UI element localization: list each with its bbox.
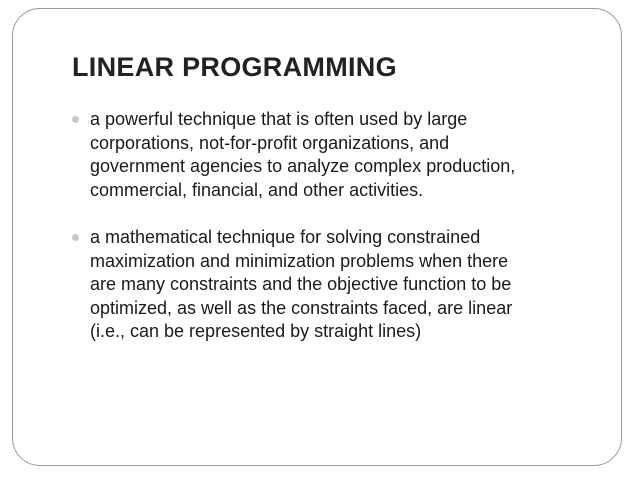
bullet-list: [72, 108, 612, 344]
bullet-line: government agencies to analyze complex production,: [90, 156, 516, 176]
bullet-line: are many constraints and the objective function to be: [90, 274, 512, 294]
slide-title: LINEAR PROGRAMMING: [72, 52, 397, 82]
bullet-item-1: [72, 108, 612, 202]
bullet-line: (i.e., can be represented by straight lines): [90, 321, 422, 341]
bullet-line: corporations, not-for-profit organizations, and: [90, 132, 450, 153]
bullet-line: commercial, financial, and other activities.: [90, 179, 424, 200]
bullet-line: optimized, as well as the constraints faced, are linear: [90, 297, 513, 318]
bullet-line: maximization and minimization problems when there: [90, 250, 509, 271]
bullet-line: a powerful technique that is often used by large: [90, 109, 468, 129]
bullet-item-2: [72, 226, 612, 344]
bullet-line: a mathematical technique for solving constrained: [90, 227, 481, 247]
bullet-dot-icon: [72, 116, 79, 123]
bullet-dot-icon: [72, 234, 79, 241]
